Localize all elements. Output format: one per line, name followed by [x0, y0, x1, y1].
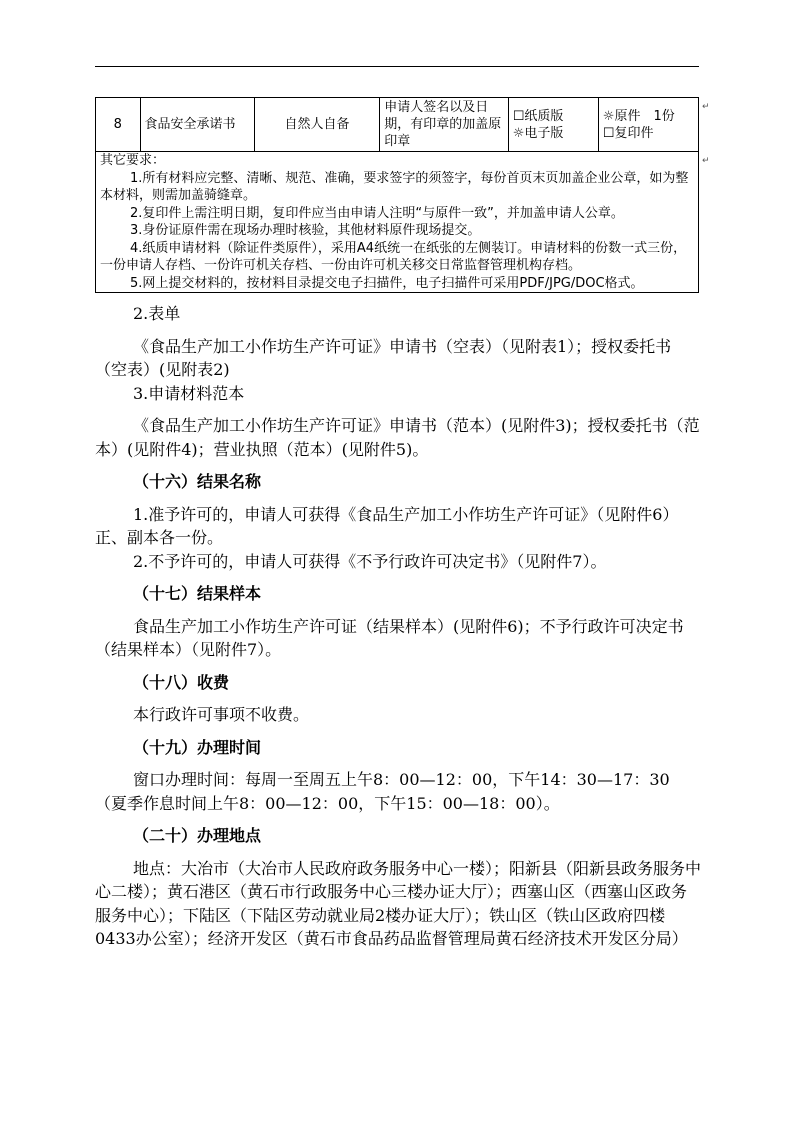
- paragraph: 窗口办理时间：每周一至周五上午8：00—12：00，下午14：30—17：30（夏季作息时间上午8：00—12：00，下午15：00—18：00）。: [95, 770, 670, 813]
- paragraph: 1.准予许可的，申请人可获得《食品生产加工小作坊生产许可证》（见附件6）正、副本各一份。: [95, 504, 679, 547]
- paragraph: 地点：大冶市（大冶市人民政府政务服务中心一楼）；阳新县（阳新县政务服务中心二楼）；黄石港区（黄石市行政服务中心三楼办证大厅）；西塞山区（西塞山区政务服务中心）；下陆区（下陆区劳动就业局2楼办证大厅）；铁山区（铁山区政府四楼0433办公室）；经济开发区（黄石市食品药品监督管理局黄石经济技术开发区分局）: [95, 858, 702, 948]
- material-name: 食品安全承诺书: [140, 98, 254, 152]
- section-title: 3.申请材料范本: [133, 383, 245, 403]
- photocopy-option: ☐复印件: [602, 125, 654, 141]
- note-item: 2.复印件上需注明日期，复印件应当由申请人注明“与原件一致”，并加盖申请人公章。: [130, 205, 624, 221]
- copy-options: [598, 98, 698, 152]
- note-item: 4.纸质申请材料（除证件类原件），采用A4纸统一在纸张的左侧装订。申请材料的份数一式三份，一份申请人存档、一份许可机关存档、一份由许可机关移交日常监督管理机构存档。: [100, 240, 687, 273]
- header-rule: [95, 66, 699, 67]
- material-source: 自然人自备: [254, 98, 379, 152]
- note-item: 3.身份证原件需在现场办理时核验，其他材料原件现场提交。: [130, 223, 481, 238]
- table-row: [96, 98, 699, 152]
- original-option: ☼原件 1份: [602, 108, 675, 124]
- other-requirements: [96, 152, 699, 293]
- paragraph: 食品生产加工小作坊生产许可证（结果样本）(见附件6)；不予行政许可决定书（结果样本）（见附件7）。: [95, 616, 684, 659]
- paragraph: 本行政许可事项不收费。: [133, 705, 310, 724]
- section-heading: （十八）收费: [133, 672, 230, 692]
- notes-title: 其它要求：: [100, 153, 166, 168]
- row-number: 8: [96, 98, 141, 152]
- note-item: 1.所有材料应完整、清晰、规范、准确，要求签字的须签字，每份首页末页加盖企业公章，如为整本材料，则需加盖骑缝章。: [100, 170, 689, 203]
- section-title: 2.表单: [133, 304, 181, 323]
- materials-table: [95, 97, 699, 293]
- section-heading: （十六）结果名称: [133, 472, 262, 491]
- note-item: 5.网上提交材料的，按材料目录提交电子扫描件，电子扫描件可采用PDF/JPG/DOC格式。: [130, 275, 644, 291]
- paragraph: 《食品生产加工小作坊生产许可证》申请书（范本）(见附件3)；授权委托书（范本）(见附件4)；营业执照（范本）(见附件5)。: [95, 416, 700, 459]
- electronic-option: ☼电子版: [512, 125, 564, 141]
- document-body: [95, 302, 701, 951]
- section-heading: （十七）结果样本: [133, 584, 262, 603]
- material-requirement: 申请人签名以及日期，有印章的加盖原印章: [380, 98, 508, 152]
- paragraph-mark-icon: ↵: [702, 156, 710, 166]
- media-options: [508, 98, 598, 152]
- paragraph: 《食品生产加工小作坊生产许可证》申请书（空表）（见附表1）；授权委托书（空表）(见附表2): [95, 336, 672, 379]
- section-heading: （二十）办理地点: [133, 826, 262, 845]
- notes-row: [96, 152, 699, 293]
- section-heading: （十九）办理时间: [133, 737, 262, 757]
- paragraph: 2.不予许可的，申请人可获得《不予行政许可决定书》（见附件7）。: [133, 551, 607, 571]
- paper-option: ☐纸质版: [512, 108, 564, 124]
- paragraph-mark-icon: ↵: [702, 102, 710, 112]
